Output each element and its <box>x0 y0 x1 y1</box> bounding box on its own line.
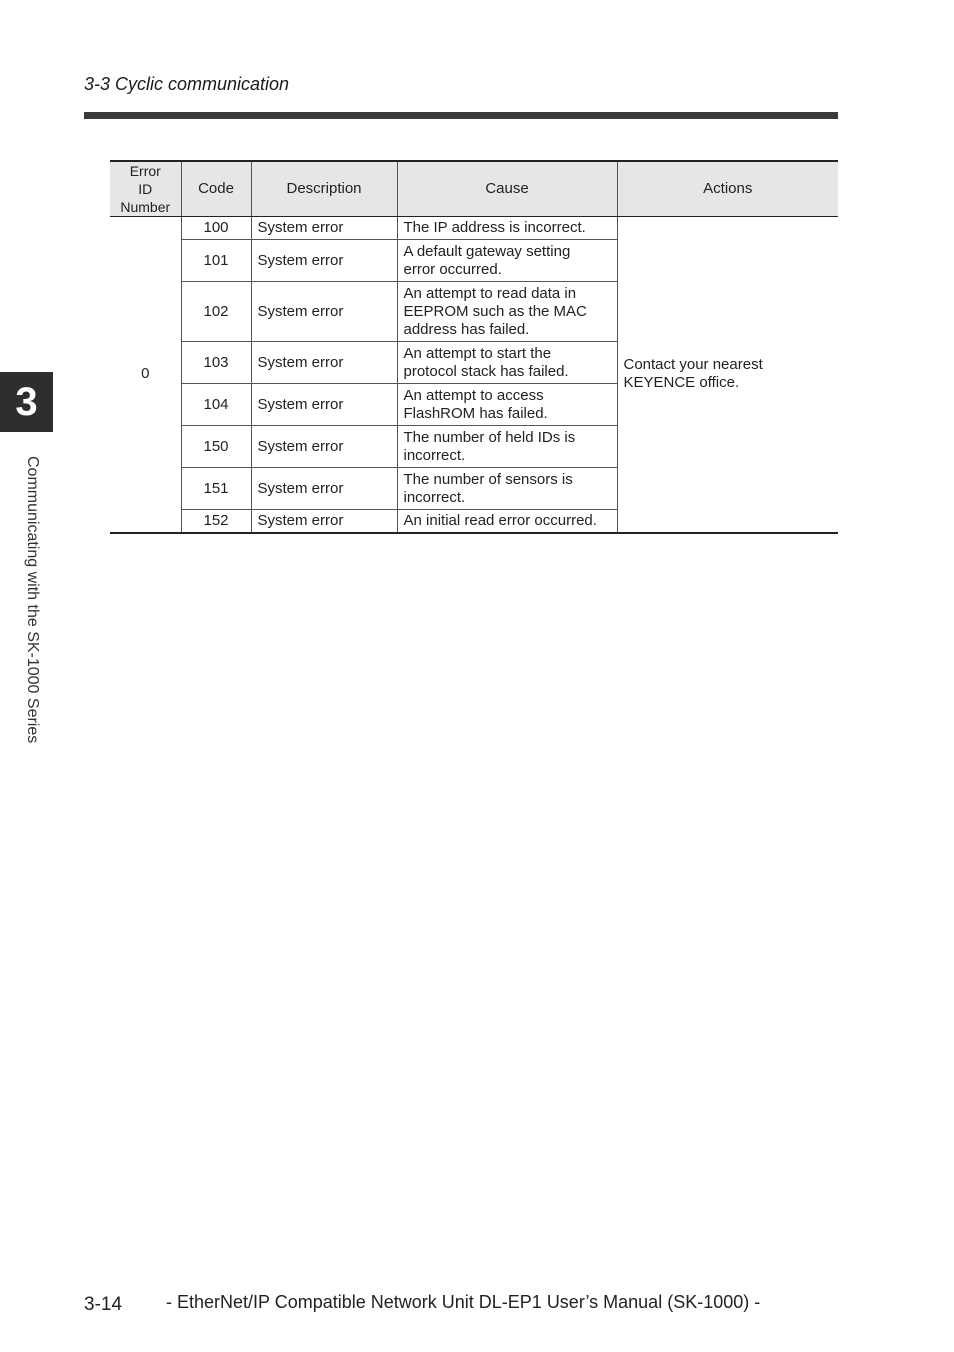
actions-cell: Contact your nearest KEYENCE office. <box>617 217 838 533</box>
error-id-cell: 0 <box>110 217 181 533</box>
header-rule <box>84 112 838 119</box>
code-cell: 151 <box>181 468 251 510</box>
code-cell: 100 <box>181 217 251 240</box>
section-title: 3-3 Cyclic communication <box>84 74 290 94</box>
chapter-tab: 3 <box>0 372 53 432</box>
cause-cell: The IP address is incorrect. <box>397 217 617 240</box>
cause-cell: The number of held IDs is incorrect. <box>397 426 617 468</box>
description-cell: System error <box>251 468 397 510</box>
code-cell: 101 <box>181 240 251 282</box>
page-number: 3-14 <box>84 1294 123 1315</box>
description-cell: System error <box>251 282 397 342</box>
manual-title: - EtherNet/IP Compatible Network Unit DL-EP1 User’s Manual (SK-1000) - <box>166 1292 761 1312</box>
code-cell: 104 <box>181 384 251 426</box>
header-cause: Cause <box>397 161 617 217</box>
cause-cell: The number of sensors is incorrect. <box>397 468 617 510</box>
table-row <box>110 217 838 240</box>
description-cell: System error <box>251 240 397 282</box>
cause-cell: An attempt to read data in EEPROM such as the MAC address has failed. <box>397 282 617 342</box>
header-error-id: Error ID Number <box>110 161 181 217</box>
cause-cell: A default gateway setting error occurred. <box>397 240 617 282</box>
description-cell: System error <box>251 217 397 240</box>
cause-cell: An initial read error occurred. <box>397 510 617 533</box>
description-cell: System error <box>251 510 397 533</box>
error-code-table <box>110 160 838 534</box>
cause-cell: An attempt to start the protocol stack has failed. <box>397 342 617 384</box>
table-header-row <box>110 161 838 217</box>
chapter-side-label: Communicating with the SK-1000 Series <box>24 456 41 744</box>
description-cell: System error <box>251 342 397 384</box>
header-actions: Actions <box>617 161 838 217</box>
description-cell: System error <box>251 426 397 468</box>
code-cell: 102 <box>181 282 251 342</box>
header-description: Description <box>251 161 397 217</box>
code-cell: 150 <box>181 426 251 468</box>
description-cell: System error <box>251 384 397 426</box>
cause-cell: An attempt to access FlashROM has failed. <box>397 384 617 426</box>
header-code: Code <box>181 161 251 217</box>
code-cell: 152 <box>181 510 251 533</box>
code-cell: 103 <box>181 342 251 384</box>
